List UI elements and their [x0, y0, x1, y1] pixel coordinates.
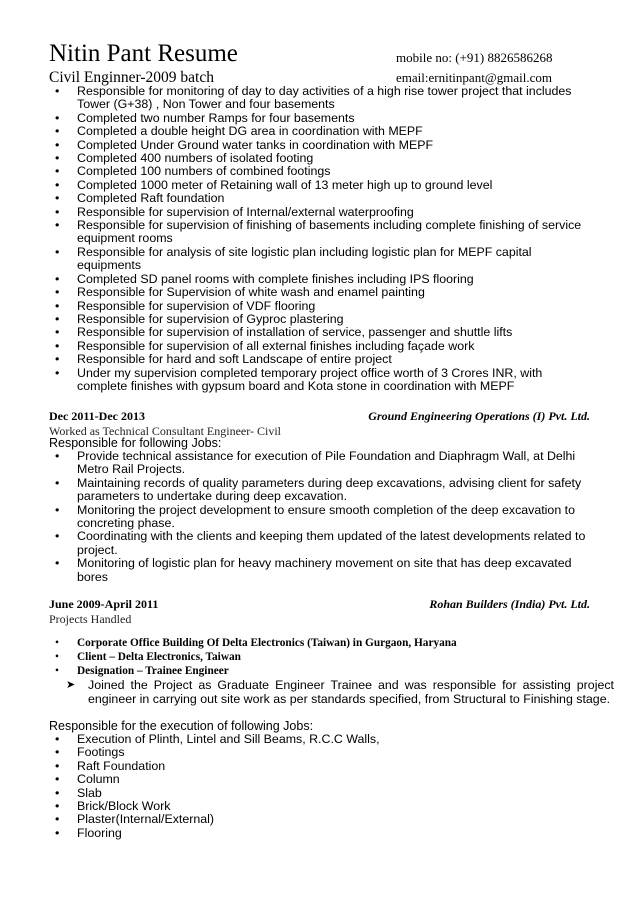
mobile-number: mobile no: (+91) 8826586268 — [396, 50, 553, 65]
list-item: • Responsible for supervision of installation of service, passenger and shuttle lifts — [49, 326, 594, 339]
list-item: • Completed 400 numbers of isolated footing — [49, 152, 594, 165]
list-item: • Responsible for supervision of VDF flooring — [49, 300, 594, 313]
list-item: • Footings — [49, 746, 594, 759]
list-item: • Responsible for supervision of Gyproc plastering — [49, 313, 594, 326]
batch-subtitle: Civil Enginner-2009 batch — [49, 69, 214, 86]
list-item: • Raft Foundation — [49, 760, 594, 773]
list-item: • Responsible for supervision of Internal/external waterproofing — [49, 206, 594, 219]
list-item: • Column — [49, 773, 594, 786]
list-item: • Coordinating with the clients and keeping them updated of the latest developments related to project. — [49, 530, 594, 557]
list-item: • Plaster(Internal/External) — [49, 813, 594, 826]
list-item: • Under my supervision completed temporary project office worth of 3 Crores INR, with complete finishes with gypsum board and Kota stone in coordination with MEPF — [49, 367, 594, 394]
rohan-arrow-text: Joined the Project as Graduate Engineer Trainee and was responsible for assisting project engineer in carrying out site work as per standards specified, from Structural to Finishing stage. — [88, 678, 614, 706]
list-item: • Corporate Office Building Of Delta Electronics (Taiwan) in Gurgaon, Haryana — [49, 636, 594, 650]
list-item: • Responsible for supervision of all external finishes including façade work — [49, 340, 594, 353]
ground-job-list — [49, 450, 594, 584]
list-item: • Monitoring the project development to ensure smooth completion of the deep excavation to concreting phase. — [49, 504, 594, 531]
rohan-job-intro: Responsible for the execution of following Jobs: — [49, 719, 314, 733]
email-address: email:ernitinpant@gmail.com — [396, 70, 553, 85]
resume-title: Nitin Pant Resume — [49, 40, 238, 67]
list-item: • Responsible for monitoring of day to day activities of a high rise tower project that includes Tower (G+38) , Non Tower and four basements — [49, 85, 594, 112]
arrow-bullet-icon: ➤ — [66, 679, 76, 691]
list-item: • Completed SD panel rooms with complete finishes including IPS flooring — [49, 273, 594, 286]
ground-job-company: Ground Engineering Operations (I) Pvt. Ltd. — [368, 409, 590, 423]
list-item: • Execution of Plinth, Lintel and Sill Beams, R.C.C Walls, — [49, 733, 594, 746]
list-item: • Responsible for Supervision of white wash and enamel painting — [49, 286, 594, 299]
list-item: • Slab — [49, 787, 594, 800]
list-item: • Monitoring of logistic plan for heavy machinery movement on site that has deep excavated bores — [49, 557, 594, 584]
list-item: • Completed Raft foundation — [49, 192, 594, 205]
list-item: • Client – Delta Electronics, Taiwan — [49, 650, 594, 664]
list-item: • Maintaining records of quality parameters during deep excavations, advising client for safety parameters to undertake during deep excavation. — [49, 477, 594, 504]
ground-job-intro: Responsible for following Jobs: — [49, 436, 222, 450]
rohan-project-list — [49, 636, 594, 678]
ground-job-dates: Dec 2011-Dec 2013 — [49, 409, 145, 423]
ground-job-role: Worked as Technical Consultant Engineer- Civil — [49, 424, 282, 438]
list-item: • Brick/Block Work — [49, 800, 594, 813]
rohan-arrow-item — [64, 678, 614, 706]
list-item: • Completed Under Ground water tanks in coordination with MEPF — [49, 139, 594, 152]
list-item: • Completed 100 numbers of combined footings — [49, 165, 594, 178]
list-item: • Responsible for analysis of site logistic plan including logistic plan for MEPF capital equipments — [49, 246, 594, 273]
list-item: • Designation – Trainee Engineer — [49, 664, 594, 678]
list-item: • Completed 1000 meter of Retaining wall of 13 meter high up to ground level — [49, 179, 594, 192]
rohan-job-dates: June 2009-April 2011 — [49, 597, 159, 611]
list-item: • Provide technical assistance for execution of Pile Foundation and Diaphragm Wall, at Delhi Metro Rail Projects. — [49, 450, 594, 477]
list-item: • Completed two number Ramps for four basements — [49, 112, 594, 125]
rohan-job-company: Rohan Builders (India) Pvt. Ltd. — [429, 597, 590, 611]
list-item: • Flooring — [49, 827, 594, 840]
current-responsibilities-list — [49, 85, 594, 393]
list-item: • Responsible for hard and soft Landscape of entire project — [49, 353, 594, 366]
rohan-job-subheading: Projects Handled — [49, 612, 132, 626]
list-item: • Responsible for supervision of finishing of basements including complete finishing of service equipment rooms — [49, 219, 594, 246]
rohan-jobs-list — [49, 733, 594, 840]
list-item: • Completed a double height DG area in coordination with MEPF — [49, 125, 594, 138]
